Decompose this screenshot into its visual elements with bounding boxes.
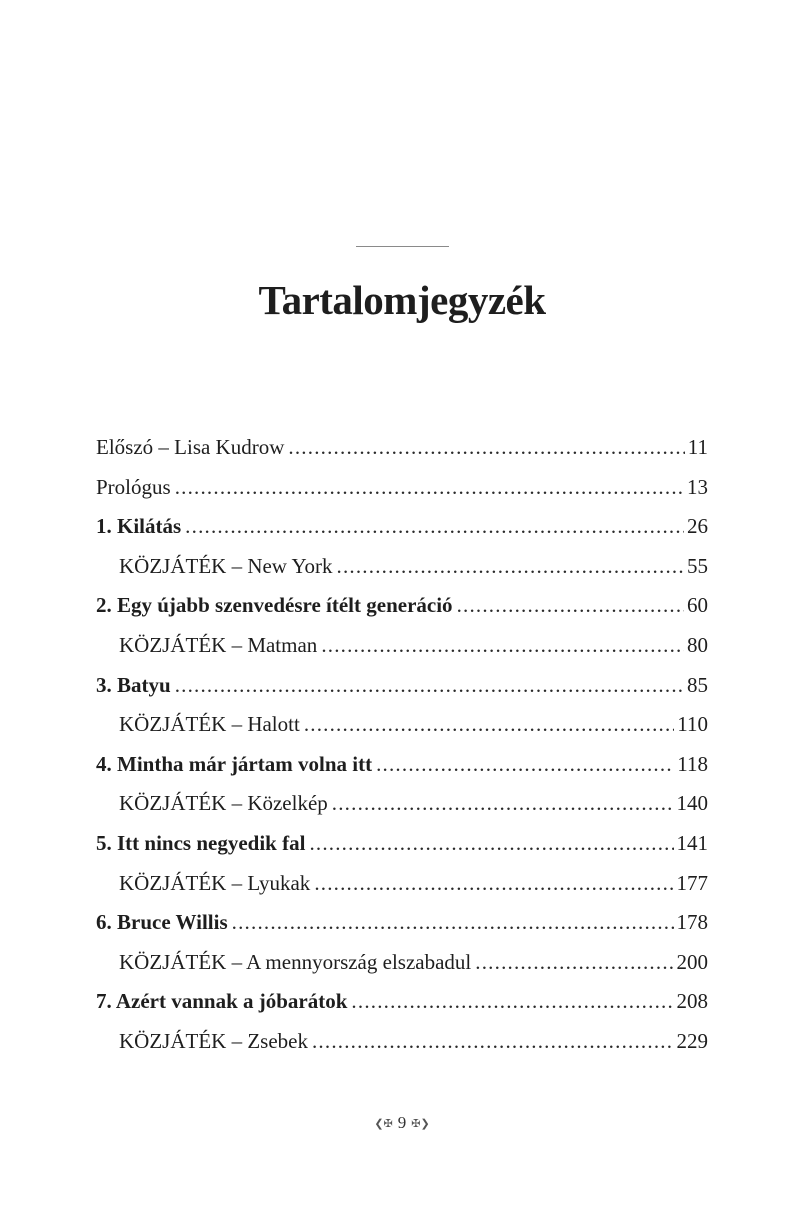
dot-leader bbox=[312, 1022, 674, 1062]
toc-entry-page: 140 bbox=[676, 791, 708, 816]
toc-entry-page: 229 bbox=[676, 1028, 708, 1053]
dot-leader bbox=[321, 626, 684, 666]
toc-entry-title: KÖZJÁTÉK – A mennyország elszabadul bbox=[119, 949, 472, 974]
toc-entry-page: 208 bbox=[676, 989, 708, 1014]
toc-entry bbox=[96, 864, 708, 904]
dot-leader bbox=[376, 745, 674, 785]
toc-entry bbox=[96, 745, 708, 785]
dot-leader bbox=[288, 428, 684, 468]
toc-entry-page: 55 bbox=[687, 553, 708, 578]
toc-entry bbox=[96, 943, 708, 983]
toc-entry-title: KÖZJÁTÉK – Zsebek bbox=[119, 1028, 308, 1053]
toc-entry-title: 2. Egy újabb szenvedésre ítélt generáció bbox=[96, 593, 453, 618]
toc-entry bbox=[96, 666, 708, 706]
toc-entry-page: 80 bbox=[687, 632, 708, 657]
toc-entry-page: 110 bbox=[677, 712, 708, 737]
toc-entry bbox=[96, 982, 708, 1022]
toc-entry bbox=[96, 903, 708, 943]
toc-entry-title: 5. Itt nincs negyedik fal bbox=[96, 830, 306, 855]
toc-entry-page: 11 bbox=[687, 435, 708, 459]
toc-entry bbox=[96, 586, 708, 626]
dot-leader bbox=[337, 547, 685, 587]
toc-entry-page: 200 bbox=[676, 949, 708, 974]
toc-entry bbox=[96, 824, 708, 864]
dot-leader bbox=[232, 903, 674, 943]
left-ornament-icon: ❮✠ bbox=[374, 1118, 393, 1131]
toc-entry bbox=[96, 468, 708, 508]
page-title: Tartalomjegyzék bbox=[258, 277, 546, 323]
toc-entry-page: 13 bbox=[687, 474, 708, 499]
toc-entry bbox=[96, 784, 708, 824]
dot-leader bbox=[309, 824, 673, 864]
dot-leader bbox=[475, 943, 673, 983]
dot-leader bbox=[185, 507, 684, 547]
toc-entry-page: 60 bbox=[687, 593, 708, 618]
dot-leader bbox=[457, 586, 684, 626]
toc-entry-title: Előszó – Lisa Kudrow bbox=[96, 435, 285, 459]
toc-entry-title: Prológus bbox=[96, 474, 171, 499]
dot-leader bbox=[314, 864, 673, 904]
toc-entry-title: 6. Bruce Willis bbox=[96, 910, 228, 935]
toc-entry bbox=[96, 507, 708, 547]
toc-entry-page: 177 bbox=[676, 870, 708, 895]
title-rule bbox=[356, 246, 449, 247]
toc-entry bbox=[96, 547, 708, 587]
toc-entry-page: 141 bbox=[676, 830, 708, 855]
toc-entry-title: 3. Batyu bbox=[96, 672, 171, 697]
dot-leader bbox=[175, 468, 684, 508]
dot-leader bbox=[332, 784, 674, 824]
toc-entry bbox=[96, 705, 708, 745]
toc-entry-page: 178 bbox=[676, 910, 708, 935]
table-of-contents bbox=[96, 428, 708, 1062]
dot-leader bbox=[304, 705, 674, 745]
toc-entry-page: 118 bbox=[677, 751, 708, 776]
right-ornament-icon: ✠❯ bbox=[411, 1118, 430, 1131]
toc-entry bbox=[96, 1022, 708, 1062]
page-folio bbox=[0, 1112, 804, 1135]
toc-entry-title: KÖZJÁTÉK – New York bbox=[119, 553, 333, 578]
toc-entry-title: KÖZJÁTÉK – Közelkép bbox=[119, 791, 328, 816]
toc-entry-title: KÖZJÁTÉK – Halott bbox=[119, 712, 300, 737]
toc-entry-title: KÖZJÁTÉK – Matman bbox=[119, 632, 318, 657]
toc-entry-title: KÖZJÁTÉK – Lyukak bbox=[119, 870, 311, 895]
toc-entry-title: 1. Kilátás bbox=[96, 514, 182, 539]
dot-leader bbox=[351, 982, 673, 1022]
toc-entry bbox=[96, 626, 708, 666]
dot-leader bbox=[175, 666, 684, 706]
page-number: 9 bbox=[397, 1113, 407, 1132]
toc-entry-page: 26 bbox=[687, 514, 708, 539]
toc-entry bbox=[96, 428, 708, 468]
toc-entry-title: 7. Azért vannak a jóbarátok bbox=[96, 989, 348, 1014]
toc-entry-title: 4. Mintha már jártam volna itt bbox=[96, 751, 373, 776]
toc-entry-page: 85 bbox=[687, 672, 708, 697]
